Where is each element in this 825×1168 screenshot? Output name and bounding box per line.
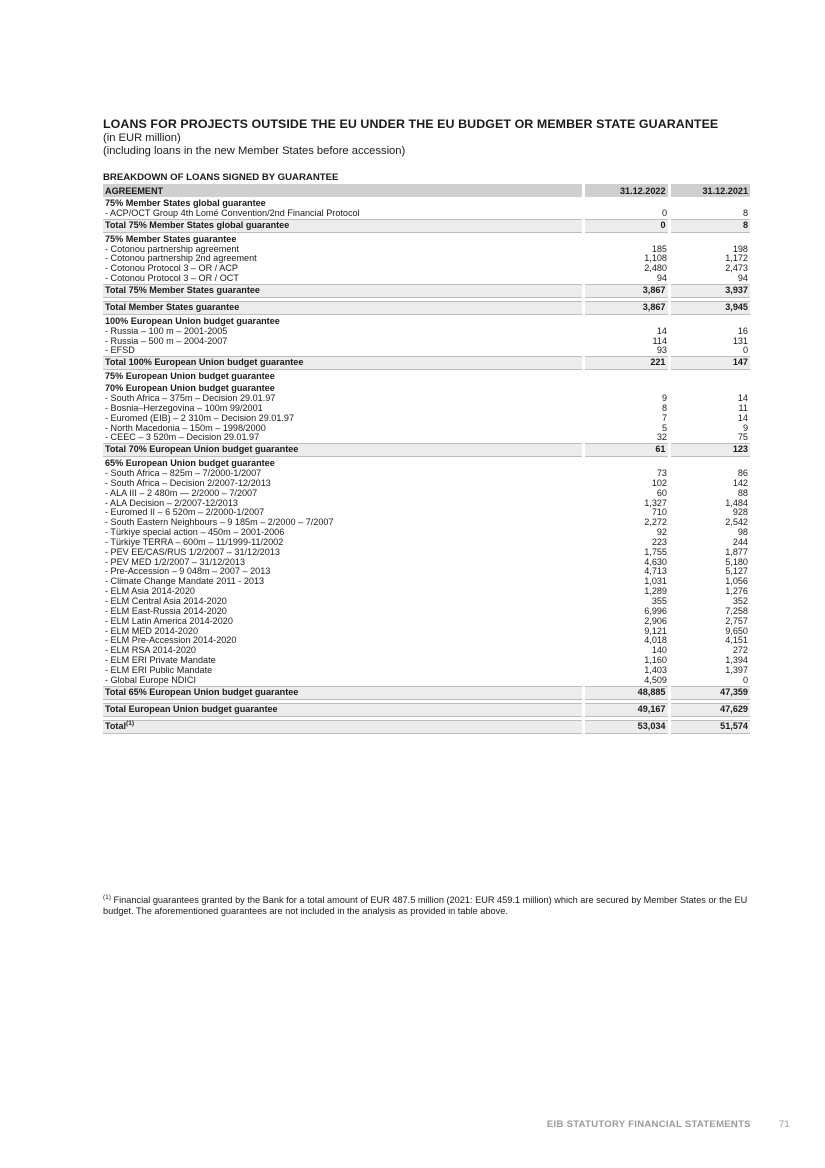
value-2022: 0 — [661, 207, 667, 218]
agreement-cell — [103, 274, 583, 284]
value-2021: 86 — [737, 468, 748, 479]
value-2021: 8 — [742, 207, 748, 218]
agreement-label: 75% Member States global guarantee — [105, 198, 266, 208]
value-2021: 1,276 — [725, 586, 748, 597]
value-2022: 4,509 — [644, 674, 667, 685]
value-2021: 272 — [732, 645, 748, 656]
value-2021 — [669, 314, 750, 326]
value-2021: 1,056 — [725, 576, 748, 587]
value-2022: 73 — [656, 468, 667, 479]
agreement-cell — [103, 720, 583, 733]
value-2022: 4,018 — [644, 635, 667, 646]
value-2022: 8 — [661, 402, 667, 413]
value-2021: 0 — [742, 674, 748, 685]
value-2022: 223 — [651, 536, 667, 547]
agreement-label: - ELM Pre-Accession 2014-2020 — [105, 635, 237, 646]
value-2021: 147 — [669, 357, 750, 370]
agreement-label: Total European Union budget guarantee — [105, 703, 278, 714]
agreement-label: Total Member States guarantee — [105, 301, 240, 312]
table-row — [103, 346, 750, 356]
agreement-cell — [103, 686, 583, 699]
value-2021: 8 — [669, 219, 750, 232]
header-agreement: AGREEMENT — [103, 184, 583, 197]
value-2021: 14 — [737, 392, 748, 403]
agreement-label: - Euromed (EIB) – 2 310m – Decision 29.01.97 — [105, 412, 295, 423]
agreement-label: - Euromed II – 6 520m – 2/2000-1/2007 — [105, 507, 265, 518]
value-2022: 185 — [651, 243, 667, 254]
agreement-cell — [103, 357, 583, 370]
agreement-label: 75% European Union budget guarantee — [105, 371, 275, 382]
value-2022: 32 — [656, 432, 667, 443]
value-2021: 98 — [737, 527, 748, 538]
agreement-label: 65% European Union budget guarantee — [105, 458, 275, 469]
header-2021: 31.12.2021 — [669, 184, 750, 197]
value-2022: 53,034 — [583, 720, 669, 733]
agreement-cell — [103, 284, 583, 297]
value-2022: 9,121 — [644, 625, 667, 636]
value-2022 — [583, 197, 669, 209]
section-heading: BREAKDOWN OF LOANS SIGNED BY GUARANTEE — [103, 172, 339, 183]
header-2022: 31.12.2022 — [583, 184, 669, 197]
agreement-cell — [103, 301, 583, 314]
value-2022: 49,167 — [583, 703, 669, 716]
agreement-label: - ALA Decision – 2/2007-12/2013 — [105, 497, 238, 508]
agreement-cell — [103, 219, 583, 232]
agreement-label: - Global Europe NDICI — [105, 674, 196, 685]
value-2021: 1,172 — [725, 253, 748, 264]
footnote — [103, 895, 753, 917]
value-2022: 221 — [583, 357, 669, 370]
value-2021: 14 — [737, 412, 748, 423]
value-2022: 7 — [661, 412, 667, 423]
agreement-label: - Cotonou Protocol 3 – OR / ACP — [105, 263, 238, 274]
agreement-label: Total 75% Member States guarantee — [105, 284, 260, 295]
value-2022: 6,996 — [644, 605, 667, 616]
agreement-label: - Cotonou partnership agreement — [105, 243, 239, 254]
agreement-label: Total 70% European Union budget guarantee — [105, 444, 299, 455]
total-footnote-marker: (1) — [126, 719, 134, 727]
subtitle-scope: (including loans in the new Member States before accession) — [103, 145, 406, 157]
value-2021: 4,151 — [725, 635, 748, 646]
agreement-cell — [103, 209, 583, 219]
value-2021: 94 — [737, 273, 748, 284]
value-2022: 9 — [661, 392, 667, 403]
value-2021: 1,877 — [725, 546, 748, 557]
table-row — [103, 676, 750, 686]
page-number: 71 — [778, 1119, 790, 1130]
agreement-label: - ACP/OCT Group 4th Lomé Convention/2nd Financial Protocol — [105, 207, 360, 218]
value-2022: 14 — [656, 325, 667, 336]
agreement-label: - CEEC – 3 520m – Decision 29.01.97 — [105, 432, 260, 443]
agreement-label: - Türkiye special action – 450m – 2001-2006 — [105, 527, 285, 538]
value-2022: 102 — [651, 477, 667, 488]
value-2021: 244 — [732, 536, 748, 547]
value-2022: 94 — [656, 273, 667, 284]
value-2022: 5 — [661, 422, 667, 433]
agreement-label: - ELM MED 2014-2020 — [105, 625, 199, 636]
value-2021: 47,359 — [669, 686, 750, 699]
value-2021: 2,542 — [725, 517, 748, 528]
total-row — [103, 720, 750, 733]
agreement-label: - South Africa – 375m – Decision 29.01.97 — [105, 392, 276, 403]
agreement-label: - Russia – 500 m – 2004-2007 — [105, 335, 228, 346]
agreement-label: 70% European Union budget guarantee — [105, 383, 275, 394]
agreement-label: 100% European Union budget guarantee — [105, 315, 280, 326]
agreement-label: - ELM ERI Public Mandate — [105, 664, 213, 675]
value-2021: 131 — [732, 335, 748, 346]
value-2021 — [669, 232, 750, 244]
value-2021: 51,574 — [669, 720, 750, 733]
page-title: LOANS FOR PROJECTS OUTSIDE THE EU UNDER THE EU BUDGET OR MEMBER STATE GUARANTEE — [103, 117, 719, 131]
value-2021: 928 — [732, 507, 748, 518]
agreement-label: - ELM Asia 2014-2020 — [105, 586, 195, 597]
value-2022: 2,906 — [644, 615, 667, 626]
total-row — [103, 444, 750, 457]
agreement-label: - PEV EE/CAS/RUS 1/2/2007 – 31/12/2013 — [105, 546, 280, 557]
value-2022: 1,403 — [644, 664, 667, 675]
footnote-marker: (1) — [103, 893, 111, 901]
value-2021: 1,484 — [725, 497, 748, 508]
value-2021: 142 — [732, 477, 748, 488]
agreement-label: - ALA III – 2 480m — 2/2000 – 7/2007 — [105, 487, 258, 498]
total-row — [103, 703, 750, 716]
value-2021 — [669, 197, 750, 209]
value-2021: 123 — [669, 444, 750, 457]
total-row — [103, 686, 750, 699]
total-row — [103, 357, 750, 370]
value-2022 — [583, 314, 669, 326]
value-2022: 710 — [651, 507, 667, 518]
agreement-label: Total 75% Member States global guarantee — [105, 219, 290, 230]
value-2022: 3,867 — [583, 301, 669, 314]
table-row — [103, 337, 750, 347]
value-2022: 2,272 — [644, 517, 667, 528]
agreement-label: - Cotonou Protocol 3 – OR / OCT — [105, 273, 239, 284]
agreement-cell — [103, 346, 583, 356]
value-2022: 1,160 — [644, 655, 667, 666]
agreement-cell — [103, 703, 583, 716]
value-2021: 2,757 — [725, 615, 748, 626]
agreement-label: - South Africa – 825m – 7/2000-1/2007 — [105, 468, 262, 479]
value-2021: 16 — [737, 325, 748, 336]
value-2022 — [583, 232, 669, 244]
value-2022: 1,031 — [644, 576, 667, 587]
agreement-label: - ELM RSA 2014-2020 — [105, 645, 196, 656]
value-2022: 2,480 — [644, 263, 667, 274]
subtitle-unit: (in EUR million) — [103, 132, 181, 144]
footnote-text: Financial guarantees granted by the Bank for a total amount of EUR 487.5 million (2021: EUR 459.1 million) which are secured by Member States or the EU budget. The aforementioned guarantees are not included in the analysis as provided in table above. — [103, 895, 748, 916]
value-2022 — [583, 370, 669, 382]
value-2021: 7,258 — [725, 605, 748, 616]
group-heading-row — [103, 370, 750, 382]
agreement-label: Total — [105, 720, 127, 731]
value-2022: 1,755 — [644, 546, 667, 557]
agreement-label: - PEV MED 1/2/2007 – 31/12/2013 — [105, 556, 246, 567]
value-2022: 4,630 — [644, 556, 667, 567]
table-row — [103, 433, 750, 443]
value-2021: 0 — [742, 345, 748, 356]
agreement-label: - South Africa – Decision 2/2007-12/2013 — [105, 477, 271, 488]
agreement-label: - EFSD — [105, 345, 135, 356]
value-2022: 1,327 — [644, 497, 667, 508]
agreement-label: - Bosnia–Herzegovina – 100m 99/2001 — [105, 402, 263, 413]
value-2022: 1,108 — [644, 253, 667, 264]
agreement-cell — [103, 370, 583, 382]
agreement-cell — [103, 444, 583, 457]
footer-label: EIB STATUTORY FINANCIAL STATEMENTS — [546, 1119, 751, 1130]
value-2022: 355 — [651, 596, 667, 606]
agreement-label: Total 65% European Union budget guarantee — [105, 686, 299, 697]
value-2021: 9,650 — [725, 625, 748, 636]
value-2021: 2,473 — [725, 263, 748, 274]
table-body — [103, 197, 750, 733]
agreement-cell — [103, 676, 583, 686]
value-2021: 5,127 — [725, 566, 748, 577]
agreement-label: - North Macedonia – 150m – 1998/2000 — [105, 422, 266, 433]
value-2021: 1,394 — [725, 655, 748, 666]
value-2021 — [669, 370, 750, 382]
value-2022: 48,885 — [583, 686, 669, 699]
agreement-label: - ELM East-Russia 2014-2020 — [105, 605, 227, 616]
value-2022: 114 — [652, 335, 667, 346]
agreement-label: 75% Member States guarantee — [105, 233, 237, 244]
agreement-label: Total 100% European Union budget guarantee — [105, 357, 304, 368]
value-2022: 140 — [651, 645, 667, 656]
value-2021: 198 — [732, 243, 748, 254]
agreement-label: - Climate Change Mandate 2011 - 2013 — [105, 576, 265, 587]
agreement-label: - Pre-Accession – 9 048m – 2007 – 2013 — [105, 566, 271, 577]
value-2022: 93 — [656, 345, 667, 356]
value-2022 — [583, 382, 669, 394]
table-row — [103, 209, 750, 219]
guarantee-table — [103, 184, 750, 734]
value-2021: 9 — [742, 422, 748, 433]
agreement-label: - Cotonou partnership 2nd agreement — [105, 253, 257, 264]
agreement-label: - ELM Central Asia 2014-2020 — [105, 596, 227, 606]
value-2021: 3,937 — [669, 284, 750, 297]
value-2021: 88 — [737, 487, 748, 498]
value-2022: 61 — [583, 444, 669, 457]
total-row — [103, 284, 750, 297]
agreement-cell — [103, 433, 583, 443]
agreement-label: - ELM ERI Private Mandate — [105, 655, 216, 666]
table-row — [103, 274, 750, 284]
value-2021: 5,180 — [725, 556, 748, 567]
agreement-label: - Russia – 100 m – 2001-2005 — [105, 325, 228, 336]
agreement-label: - South Eastern Neighbours – 9 185m – 2/2000 – 7/2007 — [105, 517, 334, 528]
value-2022: 60 — [656, 487, 667, 498]
agreement-cell — [103, 337, 583, 347]
title-block — [103, 117, 753, 158]
value-2022: 3,867 — [583, 284, 669, 297]
total-row — [103, 301, 750, 314]
value-2022: 1,289 — [644, 586, 667, 597]
value-2021: 75 — [737, 432, 748, 443]
agreement-label: - ELM Latin America 2014-2020 — [105, 615, 233, 626]
value-2021: 47,629 — [669, 703, 750, 716]
value-2021: 3,945 — [669, 301, 750, 314]
value-2022: 0 — [583, 219, 669, 232]
page-footer — [400, 1119, 790, 1130]
value-2022: 4,713 — [644, 566, 667, 577]
value-2021: 1,397 — [725, 664, 748, 675]
value-2021: 352 — [732, 596, 748, 606]
total-row — [103, 219, 750, 232]
value-2021: 11 — [738, 402, 748, 413]
value-2022: 92 — [656, 527, 667, 538]
agreement-label: - Türkiye TERRA – 600m – 11/1999-11/2002 — [105, 536, 284, 547]
table-header-row — [103, 184, 750, 197]
